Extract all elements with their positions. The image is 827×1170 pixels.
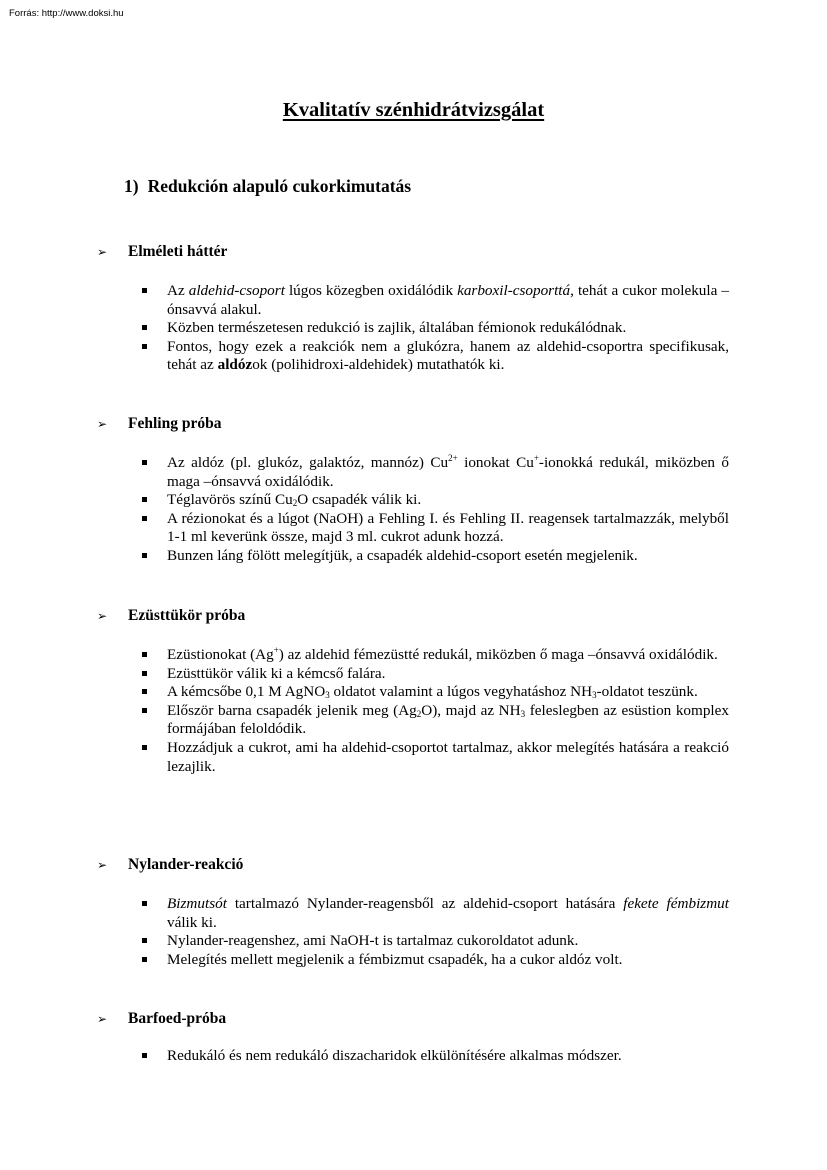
subsection-heading-barfoed xyxy=(97,1010,226,1028)
list-item: Ezüsttükör válik ki a kémcső falára. xyxy=(140,665,729,684)
subsection-title: Ezüsttükör próba xyxy=(128,607,246,624)
list-barfoed xyxy=(140,1047,729,1066)
list-item: Nylander-reagenshez, ami NaOH-t is tartalmaz cukoroldatot adunk. xyxy=(140,932,729,951)
arrow-bullet-icon: ➢ xyxy=(97,417,108,431)
section-number: 1) xyxy=(124,176,139,196)
list-item: Redukáló és nem redukáló diszacharidok elkülönítésére alkalmas módszer. xyxy=(140,1047,729,1066)
arrow-bullet-icon: ➢ xyxy=(97,609,108,623)
section-heading xyxy=(124,176,411,197)
section-title: Redukción alapuló cukorkimutatás xyxy=(147,176,412,196)
source-note: Forrás: http://www.doksi.hu xyxy=(9,8,124,19)
list-item: Az aldehid-csoport lúgos közegben oxidálódik karboxil-csoporttá, tehát a cukor molekula –ónsavvá alakul. xyxy=(140,282,729,319)
list-ezust xyxy=(140,646,729,776)
subsection-title: Elméleti háttér xyxy=(128,243,228,260)
list-item: A kémcsőbe 0,1 M AgNO$_3$ oldatot valamint a lúgos vegyhatáshoz $NH_3$-oldatot teszünk. xyxy=(140,683,729,702)
list-item: Bunzen láng fölött melegítjük, a csapadék aldehid-csoport esetén megjelenik. xyxy=(140,547,729,566)
subsection-title: Barfoed-próba xyxy=(128,1010,227,1027)
arrow-bullet-icon: ➢ xyxy=(97,1012,108,1026)
subsection-heading-nylander xyxy=(97,856,243,874)
list-item: Ezüstionokat (Ag+) az aldehid fémezüstté redukál, miközben ő maga –ónsavvá oxidálódik. xyxy=(140,646,729,665)
arrow-bullet-icon: ➢ xyxy=(97,858,108,872)
list-item: Téglavörös színű $Cu_2O$ csapadék válik ki. xyxy=(140,491,729,510)
subsection-title: Fehling próba xyxy=(128,415,222,432)
list-item: Fontos, hogy ezek a reakciók nem a glukózra, hanem az aldehid-csoportra specifikusak, tehát az aldózok (polihidroxi-aldehidek) mutathatók ki. xyxy=(140,338,729,375)
arrow-bullet-icon: ➢ xyxy=(97,245,108,259)
list-item: Hozzádjuk a cukrot, ami ha aldehid-csoportot tartalmaz, akkor melegítés hatására a reakció lezajlik. xyxy=(140,739,729,776)
list-nylander xyxy=(140,895,729,969)
list-item: A rézionokat és a lúgot (NaOH) a Fehling I. és Fehling II. reagensek tartalmazzák, melyből 1-1 ml keverünk össze, majd 3 ml. cukrot adunk hozzá. xyxy=(140,510,729,547)
subsection-title: Nylander-reakció xyxy=(128,856,244,873)
list-fehling xyxy=(140,454,729,566)
list-item: Közben természetesen redukció is zajlik, általában fémionok redukálódnak. xyxy=(140,319,729,338)
list-item: Melegítés mellett megjelenik a fémbizmut csapadék, ha a cukor aldóz volt. xyxy=(140,951,729,970)
subsection-heading-elmeleti xyxy=(97,243,227,261)
document-title: Kvalitatív szénhidrátvizsgálat xyxy=(282,99,545,121)
list-elmeleti xyxy=(140,282,729,375)
list-item: Az aldóz (pl. glukóz, galaktóz, mannóz) $Cu^{2+}$ ionokat Cu+-ionokká redukál, miközben ő maga –ónsavvá oxidálódik. xyxy=(140,454,729,491)
list-item: Először barna csapadék jelenik meg $(Ag_2O)$, majd az $NH_3$ feleslegben az esüstion komplex formájában feloldódik. xyxy=(140,702,729,739)
list-item: Bizmutsót tartalmazó Nylander-reagensből az aldehid-csoport hatására fekete fémbizmut válik ki. xyxy=(140,895,729,932)
subsection-heading-fehling xyxy=(97,415,221,433)
subsection-heading-ezust xyxy=(97,607,245,625)
